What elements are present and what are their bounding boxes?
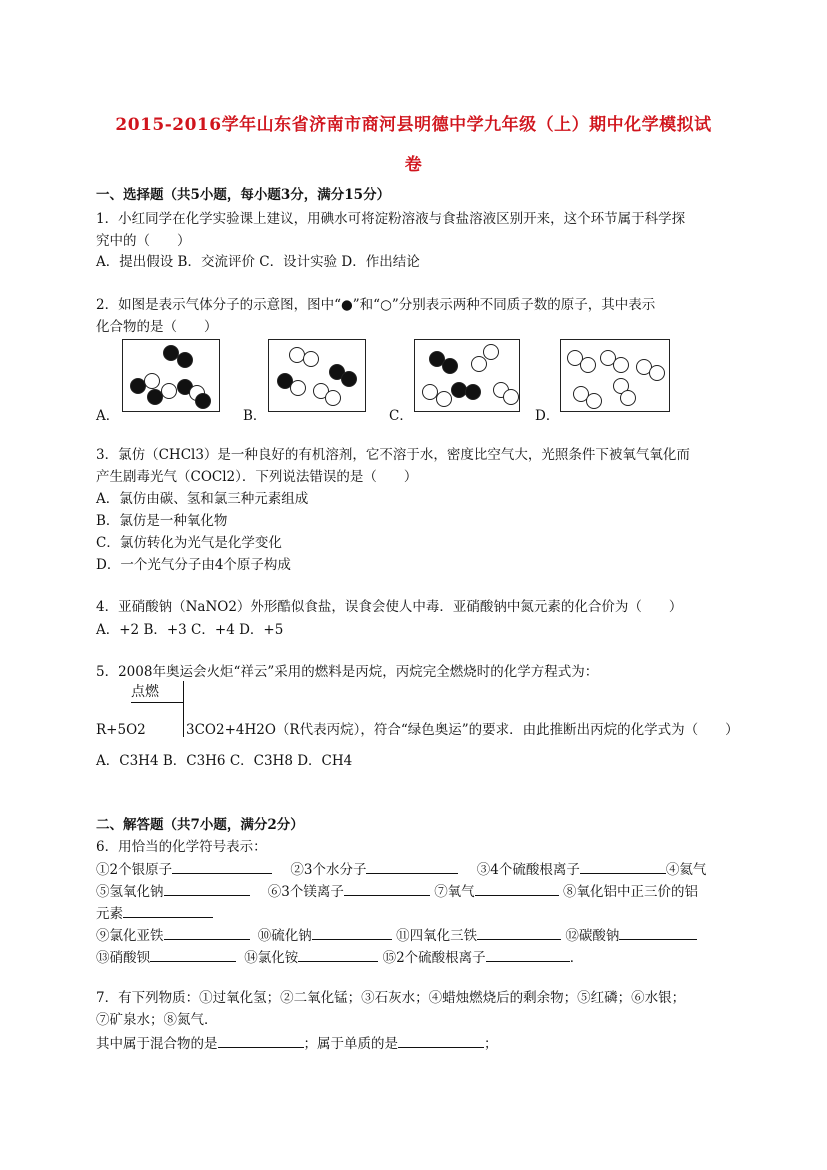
q6-item: ⑨氯化亚铁 — [96, 928, 164, 944]
black-atom-icon — [465, 384, 481, 400]
white-atom-icon — [436, 391, 452, 407]
q7-line3 — [96, 1033, 498, 1053]
q7-mixture-label: 其中属于混合物的是 — [96, 1036, 218, 1052]
q1-line2: 究中的（ ） — [96, 233, 191, 249]
q3-line1: 3．氯仿（CHCl3）是一种良好的有机溶剂，它不溶于水，密度比空气大，光照条件下被氧气氧化而 — [96, 447, 690, 463]
q6-item: ⑭氯化铵 — [244, 950, 299, 966]
reaction-condition-rule — [131, 702, 183, 703]
q6-item: ⑧氧化铝中正三价的铝 — [562, 884, 698, 900]
answer-blank[interactable] — [164, 881, 250, 896]
answer-blank[interactable] — [486, 947, 570, 962]
answer-blank[interactable] — [298, 947, 378, 962]
white-atom-icon — [325, 390, 341, 406]
answer-blank[interactable] — [619, 925, 697, 940]
white-atom-icon — [144, 373, 160, 389]
q6-item: ③4个硫酸根离子 — [476, 862, 580, 878]
q7-end: ； — [484, 1036, 498, 1052]
answer-blank[interactable] — [150, 947, 236, 962]
q6-row2 — [96, 881, 698, 901]
molecule-diagram-c — [414, 339, 520, 412]
answer-blank[interactable] — [172, 859, 272, 874]
answer-blank[interactable] — [164, 925, 250, 940]
answer-blank[interactable] — [312, 925, 392, 940]
q6-item: 元素 — [96, 906, 123, 922]
q6-row2-cont — [96, 903, 213, 923]
q2-label-a: A． — [96, 408, 120, 424]
answer-blank[interactable] — [218, 1033, 304, 1048]
q6-item: ⑪四氧化三铁 — [396, 928, 478, 944]
white-atom-icon — [580, 357, 596, 373]
white-atom-icon — [161, 383, 177, 399]
q6-item: ⑩硫化钠 — [257, 928, 312, 944]
q7-line2: ⑦矿泉水；⑧氮气． — [96, 1012, 218, 1028]
molecule-diagram-b — [268, 339, 366, 412]
black-atom-icon — [177, 352, 193, 368]
q6-row4: ⑬硝酸钡 ⑭氯化铵 ⑮2个硫酸根离子 ． — [96, 947, 583, 967]
section1-heading: 一、选择题（共5小题，每小题3分，满分15分） — [96, 187, 391, 203]
q3-line2: 产生剧毒光气（COCl2）．下列说法错误的是（ ） — [96, 469, 418, 485]
q2-label-b: B． — [243, 408, 267, 424]
q6-item: ⑫碳酸钠 — [565, 928, 620, 944]
q4-options: A．+2 B．+3 C．+4 D．+5 — [96, 622, 284, 638]
answer-blank[interactable] — [344, 881, 430, 896]
q6-item: ①2个银原子 — [96, 862, 173, 878]
white-atom-icon — [649, 365, 665, 381]
q6-item: ⑥3个镁离子 — [267, 884, 344, 900]
reaction-condition: 点燃 — [131, 684, 159, 700]
q3-option-b: B．氯仿是一种氧化物 — [96, 513, 228, 529]
black-atom-icon — [341, 371, 357, 387]
q1-options: A．提出假设 B．交流评价 C．设计实验 D．作出结论 — [96, 254, 420, 270]
q6-item: ⑦氧气 — [434, 884, 475, 900]
q5-options: A．C3H4 B．C3H6 C．C3H8 D．CH4 — [96, 753, 353, 769]
q3-option-d: D．一个光气分子由4个原子构成 — [96, 557, 291, 573]
document-title-line2: 卷 — [404, 155, 423, 175]
white-atom-icon — [483, 344, 499, 360]
q1-line1: 1．小红同学在化学实验课上建议，用碘水可将淀粉溶液与食盐溶液区别开来，这个环节属于科学探 — [96, 211, 686, 227]
q6-intro: 6．用恰当的化学符号表示： — [96, 839, 267, 855]
q6-item: ⑤氢氧化钠 — [96, 884, 164, 900]
answer-blank[interactable] — [580, 859, 666, 874]
q7-line1: 7．有下列物质：①过氧化氢；②二氧化锰；③石灰水；④蜡烛燃烧后的剩余物；⑤红磷；⑥水银； — [96, 990, 686, 1006]
q2-label-c: C． — [389, 408, 413, 424]
white-atom-icon — [290, 380, 306, 396]
answer-blank[interactable] — [475, 881, 559, 896]
q5-line1: 5．2008年奥运会火炬“祥云”采用的燃料是丙烷，丙烷完全燃烧时的化学方程式为： — [96, 664, 599, 680]
q6-item: ②3个水分子 — [290, 862, 367, 878]
q3-option-a: A．氯仿由碳、氢和氯三种元素组成 — [96, 491, 309, 507]
q6-row1 — [96, 859, 706, 879]
q5-equation-right: 3CO2+4H2O（R代表丙烷），符合“绿色奥运”的要求．由此推断出丙烷的化学式为（ ） — [186, 722, 739, 738]
white-atom-icon — [620, 390, 636, 406]
white-atom-icon — [613, 357, 629, 373]
q6-row3 — [96, 925, 697, 945]
white-atom-icon — [503, 389, 519, 405]
q3-option-c: C．氯仿转化为光气是化学变化 — [96, 535, 282, 551]
molecule-diagram-a — [122, 339, 220, 412]
q2-line1: 2．如图是表示气体分子的示意图，图中“●”和“○”分别表示两种不同质子数的原子，其中表示 — [96, 297, 656, 313]
section2-heading: 二、解答题（共7小题，满分2分） — [96, 817, 304, 833]
white-atom-icon — [303, 351, 319, 367]
black-atom-icon — [195, 393, 211, 409]
white-atom-icon — [586, 393, 602, 409]
black-atom-icon — [442, 358, 458, 374]
answer-blank[interactable] — [123, 903, 213, 918]
reaction-arrow-rule — [183, 681, 184, 737]
q6-item: ⑮2个硫酸根离子 — [382, 950, 486, 966]
q6-item: ⑬硝酸钡 — [96, 950, 150, 966]
white-atom-icon — [471, 356, 487, 372]
molecule-diagram-d — [560, 339, 670, 412]
document-title-line1: 2015-2016学年山东省济南市商河县明德中学九年级（上）期中化学模拟试 — [115, 115, 712, 135]
q2-label-d: D． — [535, 408, 560, 424]
answer-blank[interactable] — [366, 859, 458, 874]
answer-blank[interactable] — [477, 925, 561, 940]
q7-element-label: ；属于单质的是 — [303, 1036, 398, 1052]
q5-equation-left: R+5O2 — [96, 722, 146, 738]
q4-line1: 4．亚硝酸钠（NaNO2）外形酷似食盐，误食会使人中毒．亚硝酸钠中氮元素的化合价为（ ） — [96, 599, 683, 615]
answer-blank[interactable] — [398, 1033, 484, 1048]
q6-item: ④氦气 — [665, 862, 707, 878]
q2-line2: 化合物的是（ ） — [96, 319, 218, 335]
